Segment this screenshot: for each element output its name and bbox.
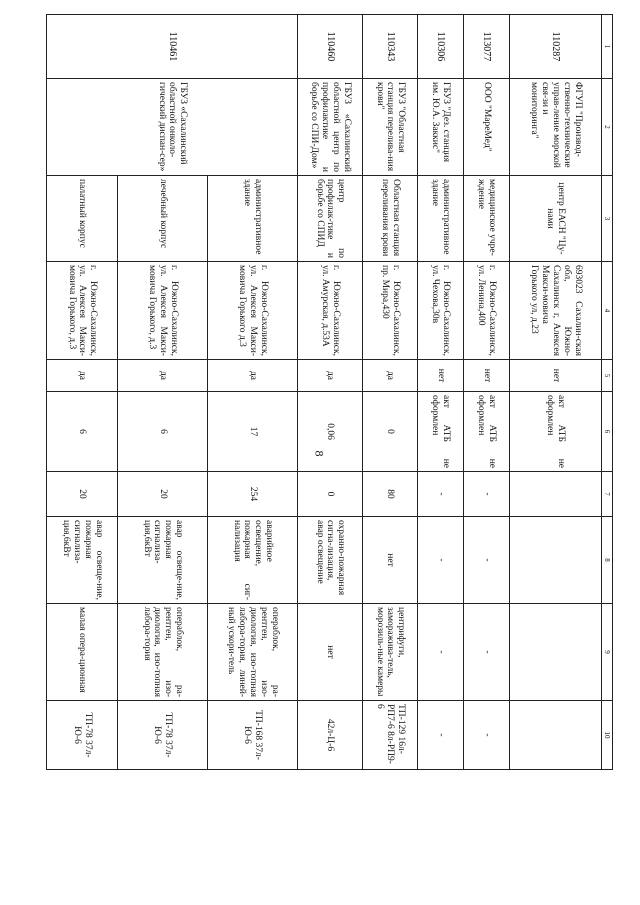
col9-cell — [510, 604, 602, 701]
col6-cell: 0,06 — [298, 392, 363, 472]
address-cell: г. Южно-Сахалинск, ул. Чехова,30в — [418, 262, 464, 360]
row-code: 110306 — [418, 15, 464, 79]
object-cell: лечебный корпус — [118, 176, 208, 262]
col9-cell: - — [418, 604, 464, 701]
table-row — [208, 15, 298, 770]
organization-cell: ООО "МареМед" — [464, 79, 510, 176]
col6-cell: 0 — [363, 392, 418, 472]
col8-cell: нет — [363, 517, 418, 604]
row-code: 110460 — [298, 15, 363, 79]
col10-cell: - — [418, 701, 464, 770]
address-cell: г. Южно-Сахалинск, ул. Алексея Макси-мовича Горького, д.3 — [118, 262, 208, 360]
col6-cell: 6 — [47, 392, 118, 472]
table-row — [418, 15, 464, 770]
column-number-row — [602, 15, 613, 770]
address-cell: г. Южно-Сахалинск, ул. Ленина,400 — [464, 262, 510, 360]
column-number: 5 — [602, 360, 613, 392]
col5-cell: да — [118, 360, 208, 392]
col7-cell: - — [418, 472, 464, 517]
col8-cell: аварийное освещение, пожарная сиг-нализация — [208, 517, 298, 604]
col5-cell: да — [298, 360, 363, 392]
col10-cell — [510, 701, 602, 770]
organization-cell: ГБУЗ «Сахалинский областной онколо-гический диспан-сер» — [47, 79, 298, 176]
col5-cell: нет — [510, 360, 602, 392]
col5-cell: да — [47, 360, 118, 392]
table-row — [510, 15, 602, 770]
address-cell: г. Южно-Сахалинск, ул. Амурская, д.53А — [298, 262, 363, 360]
col7-cell: 254 — [208, 472, 298, 517]
col9-cell: операблок, ра-рентген, изо-диология, изо-топная лабора-тория — [118, 604, 208, 701]
col5-cell: нет — [464, 360, 510, 392]
organization-cell: ФГУП "Производ-ственно-технические управ-ление морской свя-зи и мониторинга" — [510, 79, 602, 176]
table-row — [363, 15, 418, 770]
organization-cell: ГБУЗ «Сахалинский областной центр по профилактике и борьбе со СПИ-Дом» — [298, 79, 363, 176]
col9-cell: центрифуги, заморажива-тель, морозиль-ные камеры — [363, 604, 418, 701]
object-cell: административное здание — [208, 176, 298, 262]
col7-cell — [510, 472, 602, 517]
col8-cell: авар освеще-ние, пожарная сигнализа-ция,6кВт — [118, 517, 208, 604]
col9-cell: операблок, ра-рентген, изо-диология, изо-топная лабора-тория, линей-ный ускори-тель — [208, 604, 298, 701]
col6-cell: 17 — [208, 392, 298, 472]
address-cell: г. Южно-Сахалинск, ул. Алексея Макси-мовича Горького д.3 — [208, 262, 298, 360]
col7-cell: 80 — [363, 472, 418, 517]
object-cell: центр ЕАСН "Цу-нами — [510, 176, 602, 262]
col10-cell: ТП-168 37л-Ю-6 — [208, 701, 298, 770]
col7-cell: 20 — [118, 472, 208, 517]
col8-cell: авар освеще-ние, пожарная сигнализа-ция,6кВт — [47, 517, 118, 604]
col9-cell: нет — [298, 604, 363, 701]
col10-cell: 42л-Ц-6 — [298, 701, 363, 770]
col5-cell: да — [363, 360, 418, 392]
col8-cell: - — [418, 517, 464, 604]
col10-cell: ТП-129 16л-РП7-6 8л-РП9-6 — [363, 701, 418, 770]
table-row — [464, 15, 510, 770]
data-table — [46, 14, 613, 770]
column-number: 8 — [602, 517, 613, 604]
col6-cell: акт АТБ не оформлен — [418, 392, 464, 472]
col10-cell: - — [464, 701, 510, 770]
object-cell: медицинское учре-ждение — [464, 176, 510, 262]
column-number: 4 — [602, 262, 613, 360]
column-number: 6 — [602, 392, 613, 472]
object-cell: административное здание — [418, 176, 464, 262]
organization-cell: ГБУЗ "Областная станция перелива-ния крови" — [363, 79, 418, 176]
col8-cell: - — [464, 517, 510, 604]
col5-cell: нет — [418, 360, 464, 392]
col6-cell: акт АТБ не оформлен — [510, 392, 602, 472]
col8-cell: охранно-пожарная сигна-лизация, авар освещение — [298, 517, 363, 604]
row-code: 110287 — [510, 15, 602, 79]
row-code: 113077 — [464, 15, 510, 79]
object-cell: палатный корпус — [47, 176, 118, 262]
col6-cell: акт АТБ не оформлен — [464, 392, 510, 472]
object-cell: центр по профилак-тике и борьбе со СПИД — [298, 176, 363, 262]
page-number: 8 — [312, 450, 327, 457]
column-number: 10 — [602, 701, 613, 770]
column-number: 7 — [602, 472, 613, 517]
column-number: 1 — [602, 15, 613, 79]
col5-cell: да — [208, 360, 298, 392]
row-code: 110461 — [47, 15, 298, 79]
organization-cell: ГБУЗ "Дез. станция им. Ю.А. Заккис" — [418, 79, 464, 176]
table-row — [298, 15, 363, 770]
col10-cell: ТП-78 37л-Ю-6 — [118, 701, 208, 770]
column-number: 3 — [602, 176, 613, 262]
address-cell: г. Южно-Сахалинск, ул. Алексея Макси-мовича Горького, д.3 — [47, 262, 118, 360]
col7-cell: - — [464, 472, 510, 517]
col7-cell: 20 — [47, 472, 118, 517]
row-code: 110343 — [363, 15, 418, 79]
object-cell: Областная станция переливания крови — [363, 176, 418, 262]
col9-cell: - — [464, 604, 510, 701]
column-number: 9 — [602, 604, 613, 701]
col10-cell: ТП-78 37л-Ю-6 — [47, 701, 118, 770]
col9-cell: малая опера-ционная — [47, 604, 118, 701]
rotated-table-wrapper — [48, 14, 613, 769]
col6-cell: 6 — [118, 392, 208, 472]
address-cell: г. Южно-Сахалинск, пр. Мира,430 — [363, 262, 418, 360]
address-cell: 693023 Сахалин-ская обл, Южно-Сахалинск г, Алексея Макси-мовича Горького ул, д.23 — [510, 262, 602, 360]
col8-cell — [510, 517, 602, 604]
col7-cell: 0 — [298, 472, 363, 517]
column-number: 2 — [602, 79, 613, 176]
